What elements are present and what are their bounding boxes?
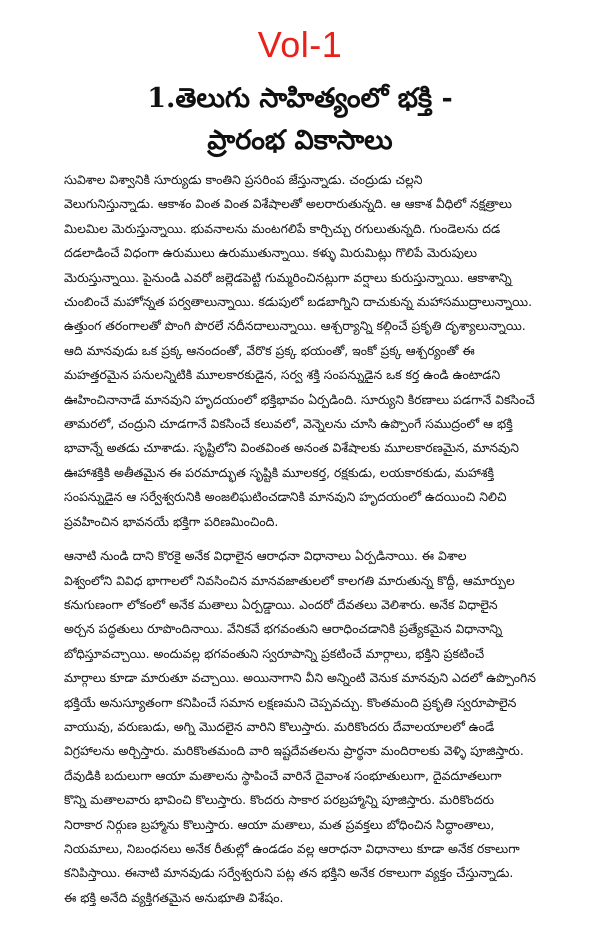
text-line: మార్గాలు కూడా మారుతూ వచ్చాయి. అయినాగాని వీని అన్నింటి వెనుక మానవుని ఎదలో ఉప్పొంగిన [64, 670, 536, 686]
text-line: నియమాలు, నిబంధనలు అనేక రీతుల్లో ఉండడం వల్ల ఆరాధనా విధానాలు కూడా అనేక రకాలుగా [64, 840, 520, 856]
text-line: తామరలో, చంద్రుని చూడగానే వికసించే కలువలో, వెన్నెలను చూసి ఉప్పొంగే సముద్రంలో ఆ భక్తి [64, 416, 513, 432]
text-line: ప్రవహించిన భావనయే భక్తిగా పరిణమించింది. [64, 513, 279, 529]
text-line: ఈ భక్తి అనేది వ్యక్తిగతమైన అనుభూతి విశేషం. [64, 889, 284, 905]
chapter-title [0, 78, 600, 162]
text-line: చుంబించే మహోన్నత పర్వతాలున్నాయి. కడుపులో బడబాగ్నిని దాచుకున్న మహాసముద్రాలున్నాయి. [64, 294, 533, 310]
text-line: కొన్ని మతాలవారు భావించి కొలుస్తారు. కొందరు సాకార పరబ్రహ్మాన్ని పూజిస్తారు. మరికొందరు [64, 792, 495, 808]
text-line: మహత్తరమైన పనులన్నిటికి మూలకారకుడైన, సర్వ శక్తి సంపన్నుడైన ఒక కర్త ఉండి ఉంటాడని [64, 367, 501, 383]
text-line: దేవుడికి బదులుగా ఆయా మతాలను స్థాపించే వారినే దైవాంశ సంభూతులుగా, దైవదూతలుగా [64, 767, 502, 783]
text-line: విశ్వంలోని వివిధ భాగాలలో నివసించిన మానవజాతులలో కాలగతి మారుతున్న కొద్దీ, ఆమార్పుల [64, 572, 515, 588]
body-text [64, 168, 586, 910]
text-line: బోధిస్తూవచ్చాయి. అందువల్ల భగవంతుని స్వరూపాన్ని ప్రకటించే మార్గాలు, భక్తిని ప్రకటించే [64, 645, 485, 661]
chapter-title-line-1: 1.తెలుగు సాహిత్యంలో భక్తి - [147, 83, 453, 114]
chapter-title-line-2: ప్రారంభ వికాసాలు [207, 125, 393, 156]
text-line: అర్చన పద్ధతులు రూపొందినాయి. వేనికవే భగవంతుని ఆరాధించడానికి ప్రత్యేకమైన విధానాన్ని [64, 621, 503, 637]
text-line: ఆనాటి నుండి దాని కొరకై అనేక విధాలైన ఆరాధనా విధానాలు ఏర్పడినాయి. ఈ విశాల [64, 548, 467, 564]
text-line: మిలమిల మెరుస్తున్నాయి. భువనాలను మంటగలిపే కార్చిచ్చు రగులుతున్నది. గుండెలను దడ [64, 220, 501, 236]
text-line: ఊహించినానాడే మానవుని హృదయంలో భక్తిభావం ఏర్పడింది. సూర్యుని కిరణాలు పడగానే వికసించే [64, 391, 535, 407]
text-line: వెలుగునిస్తున్నాడు. ఆకాశం వింత వింత విశేషాలతో అలరారుతున్నది. ఆ ఆకాశ వీధిలో నక్షత్రాలు [64, 196, 512, 212]
text-line: సువిశాల విశ్వానికి సూర్యుడు కాంతిని ప్రసరింప జేస్తున్నాడు. చంద్రుడు చల్లని [64, 172, 423, 187]
text-line: సంపన్నుడైన ఆ సర్వేశ్వరునికి అంజలిఘటించడానికి మానవుని హృదయంలో ఉదయించి నిలిచి [64, 489, 507, 505]
paragraph-1 [64, 168, 586, 534]
volume-label: Vol-1 [257, 24, 343, 65]
text-line: వాయువు, వరుణుడు, అగ్ని మొదలైన వారిని కొలుస్తారు. మరికొందరు దేవాలయాలలో ఉండే [64, 718, 495, 734]
text-line: విగ్రహాలను అర్చిస్తారు. మరికొంతమంది వారి ఇష్టదేవతలను ప్రార్థనా మందిరాలకు వెళ్ళి పూజిస్తారు. [64, 743, 524, 759]
text-line: ఆది మానవుడు ఒక ప్రక్క ఆనందంతో, వేరొక ప్రక్క భయంతో, ఇంకో ప్రక్క ఆశ్చర్యంతో ఈ [64, 342, 475, 358]
text-line: నిరాకార నిర్గుణ బ్రహ్మాను కొలుస్తారు. ఆయా మతాలు, మత ప్రవక్తలు బోధించిన సిద్ధాంతాలు, [64, 816, 495, 832]
text-line: కనుగుణంగా లోకంలో అనేక మతాలు ఏర్పడ్డాయి. ఎందరో దేవతలు వెలిశారు. అనేక విధాలైన [64, 596, 498, 612]
text-line: ఉత్తుంగ తరంగాలతో పొంగి పొరలే నదీనదాలున్నాయి. ఆశ్చర్యాన్ని కల్గించే ప్రకృతి దృశ్యాలున్నాయి. [64, 318, 526, 334]
text-line: భావాన్నే అతడు చూశాడు. సృష్టిలోని వింతవింత అనంత విశేషాలకు మూలకారణమైన, మానవుని [64, 440, 519, 456]
text-line: కనిపిస్తాయి. ఈనాటి మానవుడు సర్వేశ్వరుని పట్ల తన భక్తిని అనేక రకాలుగా వ్యక్తం చేస్తున్నాడు. [64, 865, 514, 881]
text-line: మెరుస్తున్నాయి. పైనుండి ఎవరో జల్లెడపెట్టి గుమ్మరించినట్లుగా వర్షాలు కురుస్తున్నాయి. ఆకాశాన్ని [64, 269, 512, 285]
text-line: దడలాడించే విధంగా ఉరుములు ఉరుముతున్నాయి. కళ్ళు మిరుమిట్లు గొలిపే మెరుపులు [64, 245, 478, 261]
text-line: ఊహాశక్తికి అతీతమైన ఈ పరమాద్భుత సృష్టికి మూలకర్త, రక్షకుడు, లయకారకుడు, మహాశక్తి [64, 464, 495, 480]
text-line: భక్తియే అనుస్యూతంగా కనిపించే సమాన లక్షణమని చెప్పవచ్చు. కొంతమంది ప్రకృతి స్వరూపాలైన [64, 694, 517, 710]
paragraph-2 [64, 544, 586, 910]
